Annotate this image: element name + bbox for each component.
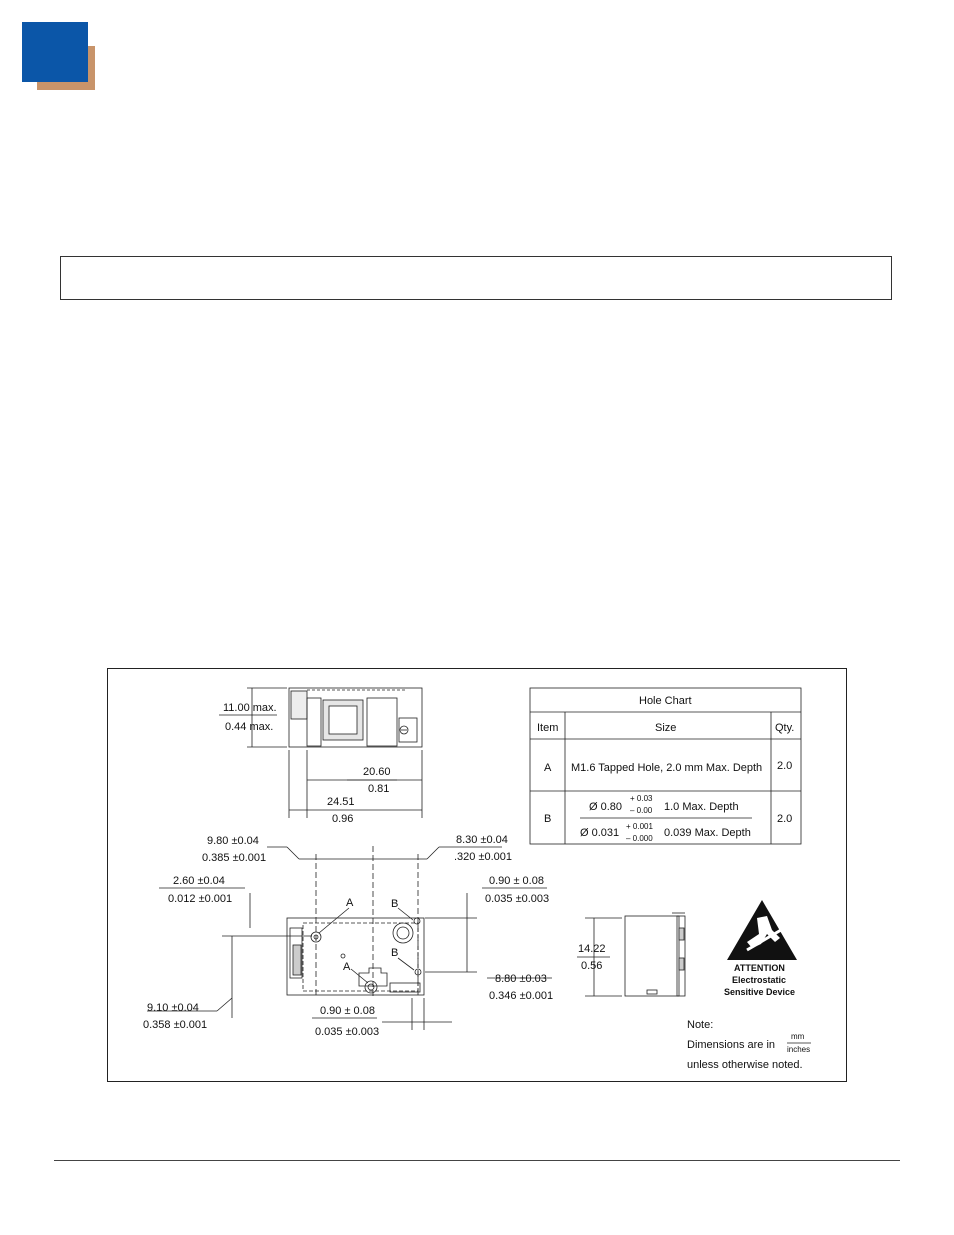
- front-top-right-in: 0.035 ±0.003: [485, 893, 550, 905]
- esd-line1: ATTENTION: [734, 963, 785, 973]
- hole-chart-row-b-qty: 2.0: [777, 813, 793, 825]
- note-line1: Dimensions are in: [687, 1039, 776, 1051]
- hole-chart-row-b-item: B: [544, 813, 552, 825]
- front-bottom-in: 0.035 ±0.003: [315, 1026, 380, 1038]
- hole-chart-row-b-mm-dia: Ø 0.80: [589, 801, 623, 813]
- hole-label-b-top: B: [391, 898, 399, 910]
- hole-chart-row-b-in-dia: Ø 0.031: [580, 827, 620, 839]
- front-right-in: .320 ±0.001: [454, 851, 513, 863]
- hole-chart-col-item: Item: [537, 722, 559, 734]
- front-left-mm: 9.80 ±0.04: [207, 835, 259, 847]
- hole-chart-col-size: Size: [655, 722, 677, 734]
- front-view: [147, 846, 552, 1030]
- hole-chart-row-b-in-tol-minus: – 0.000: [626, 834, 653, 843]
- esd-line2: Electrostatic: [732, 975, 787, 985]
- hole-chart-row-b-mm-tol-plus: + 0.03: [630, 794, 653, 803]
- hole-label-a-top: A: [346, 897, 354, 909]
- top-inner-width-in: 0.81: [368, 783, 390, 795]
- front-left-in: 0.385 ±0.001: [202, 852, 267, 864]
- top-height-mm: 11.00 max.: [223, 702, 277, 714]
- note-frac-bottom: inches: [787, 1045, 811, 1054]
- front-bottom-mm: 0.90 ± 0.08: [320, 1005, 375, 1017]
- hole-chart-title: Hole Chart: [639, 695, 692, 707]
- esd-warning-icon: [727, 900, 797, 960]
- top-total-width-mm: 24.51: [327, 796, 355, 808]
- front-bottom-left-in: 0.358 ±0.001: [143, 1019, 208, 1031]
- hole-chart-row-a-size: M1.6 Tapped Hole, 2.0 mm Max. Depth: [571, 762, 763, 774]
- hole-chart-row-b-in-tol-plus: + 0.001: [626, 822, 653, 831]
- front-top-right-mm: 0.90 ± 0.08: [489, 875, 544, 887]
- hole-chart-row-a-qty: 2.0: [777, 760, 793, 772]
- hole-chart-row-a-item: A: [544, 762, 552, 774]
- hole-chart-row-b-mm-tol-minus: – 0.00: [630, 806, 653, 815]
- hole-label-a-bottom: A: [343, 961, 351, 973]
- note-label: Note:: [687, 1019, 714, 1031]
- dimension-drawing: [107, 668, 847, 1082]
- side-height-mm: 14.22: [578, 943, 606, 955]
- front-top-left-in: 0.012 ±0.001: [168, 893, 233, 905]
- front-bottom-left-mm: 9.10 ±0.04: [147, 1002, 199, 1014]
- side-height-in: 0.56: [581, 960, 603, 972]
- hole-chart-col-qty: Qty.: [775, 722, 795, 734]
- hole-chart-row-b-in-depth: 0.039 Max. Depth: [664, 827, 751, 839]
- logo-front-square: [22, 22, 88, 82]
- empty-note-box: [60, 256, 892, 300]
- note-line2: unless otherwise noted.: [687, 1059, 803, 1071]
- hole-label-b-bottom: B: [391, 947, 399, 959]
- hole-chart-row-b-mm-depth: 1.0 Max. Depth: [664, 801, 739, 813]
- esd-line3: Sensitive Device: [724, 987, 796, 997]
- top-height-in: 0.44 max.: [225, 721, 274, 733]
- note-frac-top: mm: [791, 1032, 805, 1041]
- front-side-right-in: 0.346 ±0.001: [489, 990, 554, 1002]
- top-inner-width-mm: 20.60: [363, 766, 391, 778]
- front-right-mm: 8.30 ±0.04: [456, 834, 508, 846]
- footer-rule: [54, 1160, 900, 1161]
- front-top-left-mm: 2.60 ±0.04: [173, 875, 225, 887]
- top-total-width-in: 0.96: [332, 813, 354, 825]
- front-side-right-mm: 8.80 ±0.03: [495, 973, 547, 985]
